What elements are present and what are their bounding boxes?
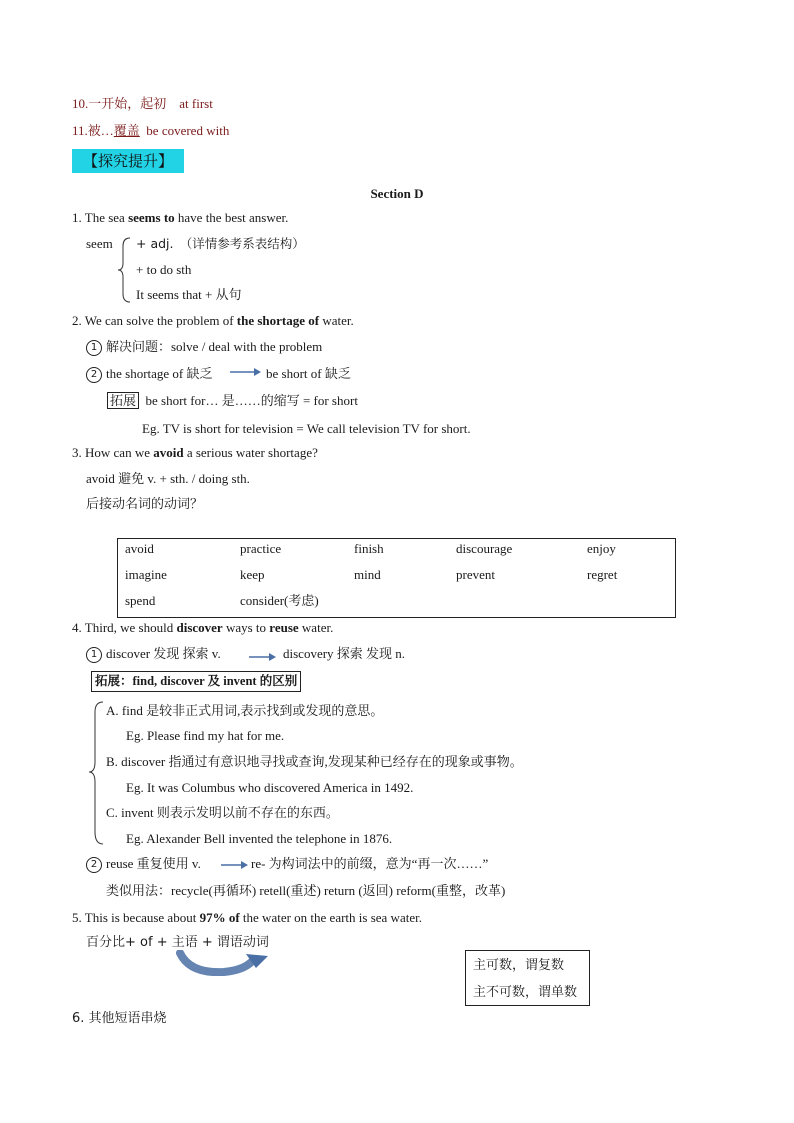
table-row bbox=[118, 539, 676, 566]
curved-arrow-icon bbox=[176, 950, 270, 976]
table-cell: finish bbox=[354, 541, 384, 556]
q4-point-1: 1 discover 发现 探索 v. bbox=[86, 646, 221, 663]
q3-avoid-usage: avoid 避免 v. + sth. / doing sth. bbox=[86, 471, 250, 486]
q4-discovery: discovery 探索 发现 n. bbox=[283, 646, 406, 661]
q2-point-1: 1 解决问题：solve / deal with the problem bbox=[86, 339, 322, 356]
circled-2-icon: 2 bbox=[86, 367, 102, 383]
section-title: Section D bbox=[370, 186, 424, 201]
table-cell bbox=[449, 591, 580, 618]
q1-use-itseems: It seems that + 从句 bbox=[136, 287, 242, 302]
arrow-right-icon bbox=[248, 651, 278, 663]
table-cell bbox=[347, 591, 449, 618]
table-row bbox=[118, 565, 676, 591]
q4-similar-usage: 类似用法：recycle(再循环) retell(重述) return (返回) reform(重整，改革) bbox=[106, 883, 506, 898]
q1-sentence: 1. The sea seems to have the best answer. bbox=[72, 210, 289, 225]
q4-prefix-re: re- 为构词法中的前缀，意为“再一次……” bbox=[251, 856, 489, 871]
q4-find-example: Eg. Please find my hat for me. bbox=[126, 728, 285, 743]
q4-point-2: 2 reuse 重复使用 v. bbox=[86, 856, 201, 873]
table-cell: enjoy bbox=[587, 541, 616, 556]
q4-invent: C. invent 则表示发明以前不存在的东西。 bbox=[106, 805, 339, 820]
table-cell: practice bbox=[240, 541, 282, 556]
table-cell: regret bbox=[587, 567, 618, 582]
table-cell: consider(考虑) bbox=[240, 592, 319, 608]
q4-discover-example: Eg. It was Columbus who discovered America in 1492. bbox=[126, 780, 414, 795]
gerund-verbs-table bbox=[117, 538, 676, 618]
q2-point-2: 2 the shortage of 缺乏 bbox=[86, 366, 213, 383]
rule-countable: 主可数，谓复数 bbox=[473, 958, 565, 973]
q3-sentence: 3. How can we avoid a serious water shortage? bbox=[72, 445, 318, 460]
table-cell: prevent bbox=[456, 567, 495, 582]
table-cell: discourage bbox=[456, 541, 513, 556]
circled-1-icon: 1 bbox=[86, 647, 102, 663]
q5-formula: 百分比+ of + 主语 + 谓语动词 bbox=[86, 935, 269, 950]
rule-uncountable: 主不可数，谓单数 bbox=[473, 985, 578, 1000]
q2-short-of: be short of 缺乏 bbox=[266, 366, 351, 381]
section-heading: 【探究提升】 bbox=[72, 149, 184, 173]
expand-label: 拓展 bbox=[107, 392, 139, 409]
q6-title: 6. 其他短语串烧 bbox=[72, 1011, 167, 1026]
brace-icon bbox=[89, 700, 105, 846]
q3-question: 后接动名词的动词？ bbox=[86, 497, 204, 512]
table-cell: avoid bbox=[125, 541, 154, 556]
q1-use-adj: + adj. （详情参考系表结构） bbox=[136, 236, 305, 251]
q4-discover: B. discover 指通过有意识地寻找或查询,发现某种已经存在的现象或事物。 bbox=[106, 754, 523, 769]
q4-expand-title: 拓展：find, discover 及 invent 的区别 bbox=[91, 671, 301, 692]
q1-use-todo: + to do sth bbox=[136, 262, 192, 277]
q2-expand: 拓展 be short for… 是……的缩写 = for short bbox=[107, 393, 358, 409]
circled-2-icon: 2 bbox=[86, 857, 102, 873]
arrow-right-icon bbox=[229, 366, 263, 378]
vocab-item-11: 11.被…覆盖 be covered with bbox=[72, 123, 230, 138]
table-cell: mind bbox=[354, 567, 381, 582]
arrow-right-icon bbox=[220, 859, 250, 871]
table-row bbox=[118, 591, 676, 618]
agreement-rule-box bbox=[465, 950, 590, 1006]
q5-sentence: 5. This is because about 97% of the water on the earth is sea water. bbox=[72, 910, 422, 925]
q1-seem: seem bbox=[86, 236, 113, 251]
table-cell: keep bbox=[240, 567, 265, 582]
table-cell bbox=[580, 591, 676, 618]
q4-find: A. find 是较非正式用词,表示找到或发现的意思。 bbox=[106, 703, 384, 718]
vocab-item-10: 10.一开始，起初 at first bbox=[72, 96, 213, 111]
q4-sentence: 4. Third, we should discover ways to reuse water. bbox=[72, 620, 334, 635]
table-cell: spend bbox=[125, 592, 156, 608]
q4-invent-example: Eg. Alexander Bell invented the telephone in 1876. bbox=[126, 831, 393, 846]
circled-1-icon: 1 bbox=[86, 340, 102, 356]
q2-sentence: 2. We can solve the problem of the shortage of water. bbox=[72, 313, 354, 328]
q2-example: Eg. TV is short for television = We call television TV for short. bbox=[142, 421, 471, 436]
table-cell: imagine bbox=[125, 567, 167, 582]
brace-icon bbox=[118, 236, 134, 306]
